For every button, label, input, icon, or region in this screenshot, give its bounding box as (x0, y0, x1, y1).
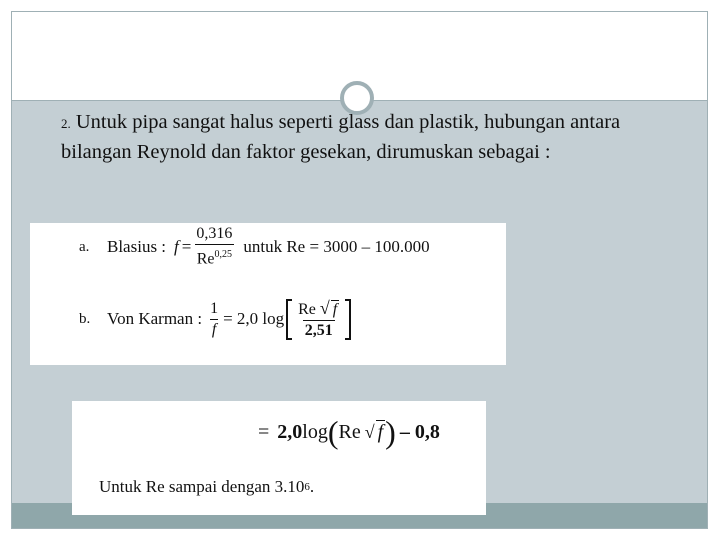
formula-c-re: Re (338, 420, 361, 443)
formula-a-name: Blasius : (107, 237, 167, 256)
formula-b-inner-re: Re (298, 300, 316, 318)
close-paren-icon: ) (385, 414, 396, 450)
item-number: 2. (61, 116, 71, 131)
paragraph-text: Untuk pipa sangat halus seperti glass dan plastik, hubungan antara bilangan Reynold dan faktor gesekan, dirumuskan sebagai : (61, 111, 621, 163)
formula-c-row (258, 415, 440, 449)
formula-image-continuation (72, 401, 486, 515)
formula-c-minus: – 0,8 (399, 420, 440, 443)
formula-b-inner-f: f (332, 300, 338, 318)
formula-a-denominator (195, 244, 234, 268)
formula-c-log: log (302, 420, 328, 443)
formula-b-label: b. (79, 310, 91, 327)
formula-c-f: f (377, 421, 384, 443)
formula-a-label: a. (79, 238, 90, 255)
formula-b-frac-den: f (211, 320, 217, 338)
note-prefix: Untuk Re sampai dengan 3.10 (99, 477, 305, 496)
slide-paragraph (61, 108, 681, 167)
sqrt-symbol-icon: √ (364, 421, 375, 442)
note-exponent: 6 (304, 481, 310, 493)
formula-c-note (99, 473, 314, 501)
formula-c-coef: 2,0 (277, 420, 303, 443)
formula-b-left-fraction (208, 300, 220, 339)
formula-b-rhs: = 2,0 log (223, 309, 285, 328)
formula-b-frac-num: 1 (210, 299, 219, 317)
open-paren-icon: ( (327, 414, 339, 450)
formula-b-inner-den: 2,51 (304, 321, 333, 339)
formula-a-lhs: f (174, 237, 179, 256)
formula-b-inner-num (296, 299, 341, 320)
formula-a-exponent: 0,25 (214, 249, 233, 261)
formula-b-bracket (286, 299, 351, 340)
formula-c-eq: = (258, 420, 270, 443)
sqrt-symbol-icon: √ (319, 297, 330, 318)
note-suffix: . (309, 477, 315, 496)
formula-b-inner-fraction (296, 299, 341, 340)
formula-image-blasius-vonkarman (30, 223, 506, 365)
formula-a-den-re: Re (196, 250, 215, 268)
formula-b-name: Von Karman : (107, 309, 203, 328)
formula-a-fraction (194, 225, 234, 268)
formula-b-row (79, 291, 351, 347)
formula-a-numerator: 0,316 (196, 225, 233, 243)
formula-a-row (79, 227, 430, 267)
formula-a-condition: untuk Re = 3000 – 100.000 (243, 237, 430, 256)
formula-a-eq: = (181, 237, 192, 256)
